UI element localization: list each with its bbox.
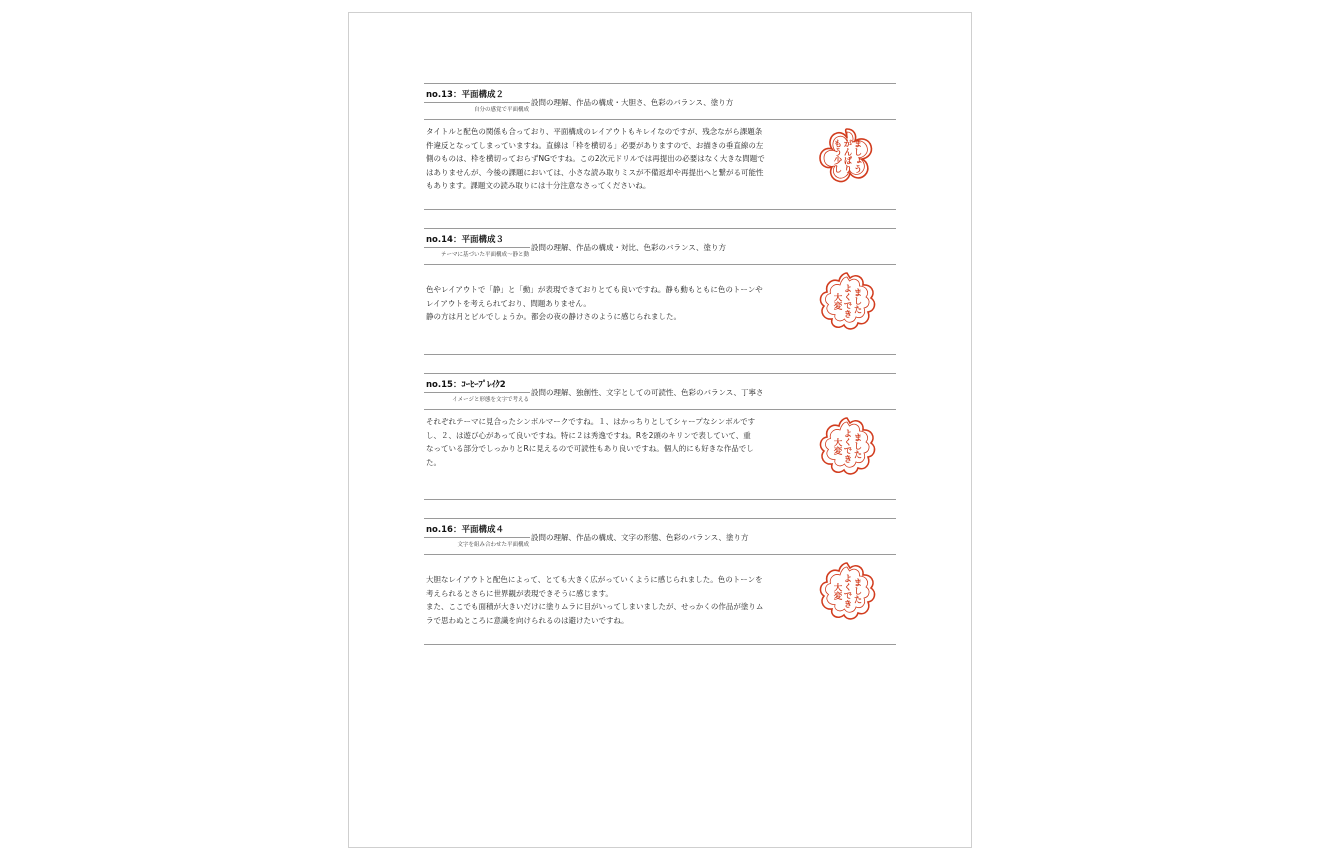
section-title: no.16：平面構成４ bbox=[426, 525, 504, 535]
review-section-15 bbox=[424, 373, 896, 501]
stamp-text-line: ました bbox=[852, 578, 862, 604]
stamp-text-line: よくでき bbox=[842, 429, 852, 463]
divider bbox=[424, 518, 896, 519]
divider bbox=[424, 392, 530, 393]
divider bbox=[424, 228, 896, 229]
divider bbox=[424, 373, 896, 374]
stamp-text bbox=[814, 558, 880, 624]
evaluation-criteria: 設問の理解、作品の構成・対比、色彩のバランス、塗り方 bbox=[531, 243, 726, 252]
stamp-text-line: 大変 bbox=[832, 292, 842, 310]
review-section-14 bbox=[424, 228, 896, 356]
stamp-text-line: もう少し bbox=[832, 139, 842, 173]
stamp-text-line: ました bbox=[852, 433, 862, 459]
stamp-text-line: 大変 bbox=[832, 437, 842, 455]
divider bbox=[424, 409, 896, 410]
stamp-text-line: よくでき bbox=[842, 574, 852, 608]
section-subtitle: テーマに基づいた平面構成〜静と動 bbox=[440, 252, 529, 258]
section-title: no.13：平面構成２ bbox=[426, 90, 504, 100]
section-subtitle: 自分の感覚で平面構成 bbox=[473, 107, 529, 113]
divider bbox=[424, 119, 896, 120]
divider bbox=[424, 247, 530, 248]
review-section-16 bbox=[424, 518, 896, 646]
section-title: no.15：ｺｰﾋｰﾌﾟﾚｲｸ2 bbox=[426, 380, 506, 390]
divider bbox=[424, 354, 896, 355]
stamp-text bbox=[814, 413, 880, 479]
section-subtitle: イメージと形態を文字で考える bbox=[452, 397, 529, 403]
grade-stamp bbox=[814, 268, 880, 334]
evaluation-criteria: 設問の理解、独創性、文字としての可読性、色彩のバランス、丁寧さ bbox=[531, 388, 764, 397]
review-comment: タイトルと配色の関係も合っており、平面構成のレイアウトもキレイなのですが、残念ながら課題条 件違反となってしまっていますね。直線は「枠を横切る」必要がありますので、お描きの垂直線の左 側のものは、枠を横切っておらずNGですね。この2次元ドリルでは再提出の必要はなく大きな問題で はありませんが、今後の課題においては、小さな読み取りミスが不備返却や再提出へと繋がる可能性 もあります。課題文の読み取りには十分注意なさってくださいね。 bbox=[426, 127, 765, 190]
grade-stamp bbox=[814, 123, 880, 189]
stamp-text-line: ましょう bbox=[852, 139, 862, 173]
review-comment: 大胆なレイアウトと配色によって、とても大きく広がっていくように感じられました。色のトーンを 考えられるとさらに世界観が表現できそうに感じます。 また、ここでも面積が大きいだけに塗りムラに目がいってしまいましたが、せっかくの作品が塗りム ラで思わぬところに意識を向けられるのは避けたいですね。 bbox=[426, 575, 764, 625]
stamp-text bbox=[814, 123, 880, 189]
section-title: no.14：平面構成３ bbox=[426, 235, 504, 245]
divider bbox=[424, 644, 896, 645]
grade-stamp bbox=[814, 413, 880, 479]
divider bbox=[424, 264, 896, 265]
grade-stamp bbox=[814, 558, 880, 624]
document-page bbox=[348, 12, 972, 848]
divider bbox=[424, 102, 530, 103]
evaluation-criteria: 設問の理解、作品の構成・大胆さ、色彩のバランス、塗り方 bbox=[531, 98, 734, 107]
divider bbox=[424, 499, 896, 500]
section-subtitle: 文字を組み合わせた平面構成 bbox=[457, 542, 529, 548]
divider bbox=[424, 537, 530, 538]
divider bbox=[424, 554, 896, 555]
stamp-text-line: がんばり bbox=[842, 139, 852, 173]
review-comment: それぞれテーマに見合ったシンボルマークですね。１、はかっちりとしてシャープなシンボルです し、２、は遊び心があって良いですね。特に２は秀逸ですね。Rを2頭のキリンで表していて、重 なっている部分でしっかりとRに見えるので可読性もあり良いですね。個人的にも好きな作品でし た。 bbox=[426, 417, 756, 467]
divider bbox=[424, 209, 896, 210]
review-comment: 色やレイアウトで「静」と「動」が表現できておりとても良いですね。静も動もともに色のトーンや レイアウトを考えられており、問題ありません。 静の方は月とビルでしょうか。都会の夜の静けさのように感じられました。 bbox=[426, 285, 763, 321]
evaluation-criteria: 設問の理解、作品の構成、文字の形態、色彩のバランス、塗り方 bbox=[531, 533, 749, 542]
stamp-text-line: ました bbox=[852, 288, 862, 314]
stamp-text bbox=[814, 268, 880, 334]
divider bbox=[424, 83, 896, 84]
review-section-13 bbox=[424, 83, 896, 211]
stamp-text-line: 大変 bbox=[832, 582, 842, 600]
stamp-text-line: よくでき bbox=[842, 284, 852, 318]
